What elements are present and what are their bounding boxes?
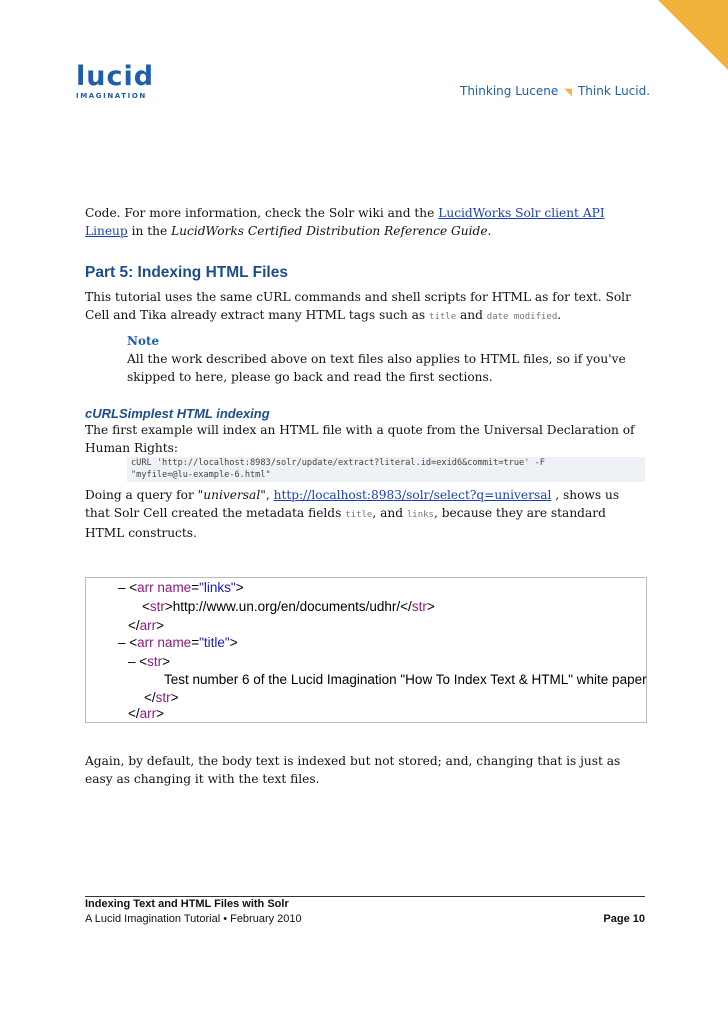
xml-line: <str>http://www.un.org/en/documents/udhr/</str> <box>142 599 435 614</box>
footer-divider <box>85 896 645 897</box>
note-box <box>127 332 645 386</box>
subsection-heading: cURLSimplest HTML indexing <box>85 406 270 421</box>
section-heading: Part 5: Indexing HTML Files <box>85 264 288 281</box>
closing-paragraph: Again, by default, the body text is indexed but not stored; and, changing that is just as easy as changing it with the text files. <box>85 754 621 786</box>
code-field-links: links <box>406 510 434 520</box>
api-lineup-link[interactable]: LucidWorks Solr client API Lineup <box>85 206 605 238</box>
code-date-modified: date modified <box>486 312 558 322</box>
subsection-paragraph: The first example will index an HTML file with a quote from the Universal Declaration of Human Rights: <box>85 423 635 455</box>
section-paragraph: This tutorial uses the same cURL commands and shell scripts for HTML as for text. Solr Cell and Tika already extract many HTML tags such as title and date modified. <box>85 290 631 322</box>
intro-paragraph: Code. For more information, check the Solr wiki and the LucidWorks Solr client API Lineup in the LucidWorks Certified Distribution Reference Guide. <box>85 206 605 238</box>
query-paragraph: Doing a query for "universal", http://localhost:8983/solr/select?q=universal , shows us that Solr Cell created the metadata fields title, and links, because they are standard HTML constructs. <box>85 488 620 540</box>
tagline: Thinking Lucene ◥ Think Lucid. <box>460 84 651 98</box>
xml-line: </arr> <box>128 618 165 633</box>
arrow-icon: ◥ <box>564 87 572 98</box>
page-content <box>85 204 645 542</box>
xml-line: </str> <box>144 690 179 705</box>
lucid-logo: lucid IMAGINATION <box>76 61 155 100</box>
corner-decoration <box>658 0 728 70</box>
code-title: title <box>429 312 457 322</box>
page-number: Page 10 <box>603 913 645 925</box>
footer-subtitle: A Lucid Imagination Tutorial • February 2010 <box>85 913 302 925</box>
xml-line: </arr> <box>128 706 165 721</box>
footer-title: Indexing Text and HTML Files with Solr <box>85 898 289 910</box>
curl-code-block: cURL 'http://localhost:8983/solr/update/extract?literal.id=exid6&commit=true' -F "myfile=@lu-example-6.html" <box>127 457 645 482</box>
query-link[interactable]: http://localhost:8983/solr/select?q=universal <box>273 488 552 502</box>
xml-line: – <arr name="links"> <box>118 580 244 595</box>
xml-line: – <arr name="title"> <box>118 635 238 650</box>
xml-text-line: Test number 6 of the Lucid Imagination "How To Index Text & HTML" white paper <box>164 672 647 687</box>
note-title: Note <box>127 334 160 348</box>
code-field-title: title <box>345 510 373 520</box>
note-text: All the work described above on text files also applies to HTML files, so if you've skipped to here, please go back and read the first sections. <box>127 352 626 384</box>
xml-result-screenshot <box>85 577 647 723</box>
xml-line: – <str> <box>128 654 171 669</box>
